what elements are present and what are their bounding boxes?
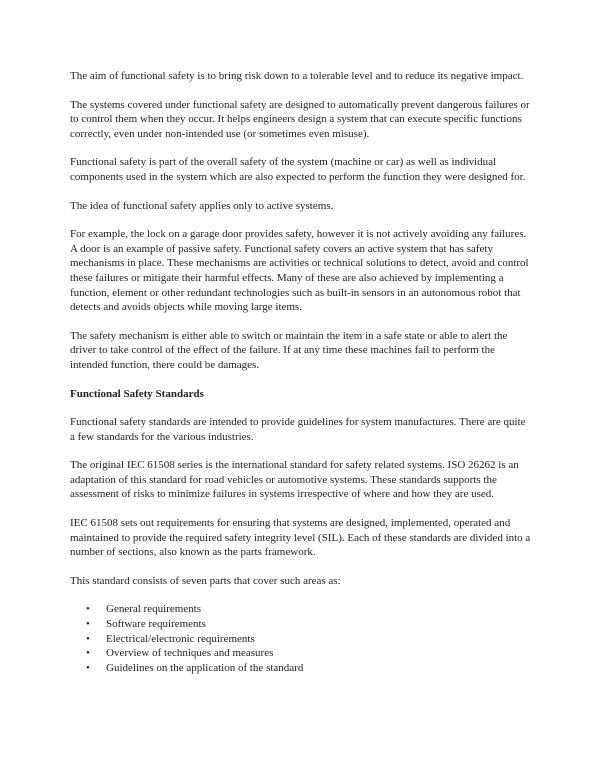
bullet-icon: • [86,661,90,674]
paragraph-overall-safety: Functional safety is part of the overall safety of the system (machine or car) as well as individual components used in the system which are also expected to perform the function they were designed for. [70,156,526,183]
bullet-icon: • [86,632,90,645]
list-item-text: Guidelines on the application of the standard [106,661,304,674]
list-item [70,617,532,632]
list-item [70,632,532,647]
list-item [70,646,532,661]
paragraph-seven-parts: This standard consists of seven parts that cover such areas as: [70,574,341,587]
paragraph-active-systems: The idea of functional safety applies only to active systems. [70,199,334,212]
paragraph-iec-requirements: IEC 61508 sets out requirements for ensuring that systems are designed, implemented, operated and maintained to provide the required safety integrity level (SIL). Each of these standards are divided into a number of sections, also known as the parts framework. [70,517,531,559]
paragraph-iec-series: The original IEC 61508 series is the international standard for safety related systems. ISO 26262 is an adaptation of this standard for road vehicles or automotive systems. These standards supports the assessment of risks to minimize failures in systems irrespective of where and how they are used. [70,459,519,501]
list-item [70,661,532,676]
paragraph-aim: The aim of functional safety is to bring risk down to a tolerable level and to reduce its negative impact. [70,70,524,82]
paragraph-safety-mechanism: The safety mechanism is either able to switch or maintain the item in a safe state or able to alert the driver to take control of the effect of the failure. If at any time these machines fail to perform the intended function, there could be damages. [70,329,508,371]
bullet-icon: • [86,647,90,660]
bullet-list [70,602,532,675]
list-item-text: Overview of techniques and measures [106,647,274,660]
bullet-icon: • [86,618,90,631]
paragraph-example: For example, the lock on a garage door provides safety, however it is not actively avoiding any failures. A door is an example of passive safety. Functional safety covers an active system that has safety mechanisms in place. These mechanisms are activities or technical solutions to detect, avoid and control these failures or mitigate their harmful effects. Many of these are also achieved by implementing a function, element or other redundant technologies such as built-in sensors in an autonomous robot that detects and avoids objects while moving large items. [70,228,529,314]
list-item-text: Electrical/electronic requirements [106,632,255,645]
bullet-icon: • [86,603,90,616]
section-heading: Functional Safety Standards [70,387,204,400]
document-page [70,69,532,675]
paragraph-systems: The systems covered under functional safety are designed to automatically prevent dangerous failures or to control them when they occur. It helps engineers design a system that can execute specific functions correctly, even under non-intended use (or sometimes even misuse). [70,98,530,140]
paragraph-standards-intro: Functional safety standards are intended to provide guidelines for system manufactures. There are quite a few standards for the various industries. [70,416,526,443]
list-item-text: Software requirements [106,618,206,631]
list-item [70,602,532,617]
list-item-text: General requirements [106,603,201,616]
